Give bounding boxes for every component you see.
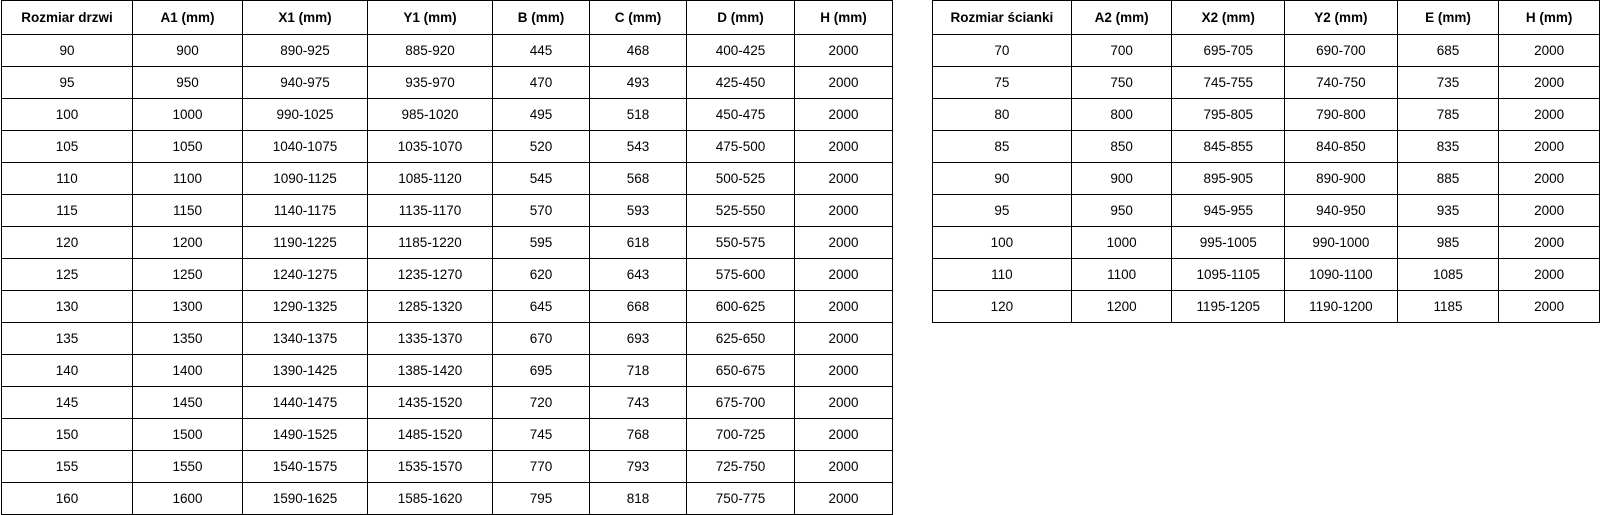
table-row — [933, 195, 1600, 227]
doors-cell: 120 — [2, 227, 133, 259]
doors-cell: 468 — [590, 35, 687, 67]
doors-cell: 1335-1370 — [368, 323, 493, 355]
doors-cell: 1490-1525 — [243, 419, 368, 451]
walls-cell: 745-755 — [1172, 67, 1285, 99]
doors-cell: 1190-1225 — [243, 227, 368, 259]
doors-cell: 2000 — [795, 323, 893, 355]
doors-cell: 1290-1325 — [243, 291, 368, 323]
doors-cell: 1440-1475 — [243, 387, 368, 419]
doors-cell: 618 — [590, 227, 687, 259]
walls-cell: 2000 — [1499, 163, 1600, 195]
doors-cell: 1200 — [133, 227, 243, 259]
walls-cell: 1000 — [1071, 227, 1172, 259]
walls-cell: 800 — [1071, 99, 1172, 131]
table-row — [2, 419, 893, 451]
doors-cell: 568 — [590, 163, 687, 195]
doors-cell: 2000 — [795, 483, 893, 515]
doors-cell: 1585-1620 — [368, 483, 493, 515]
doors-cell: 793 — [590, 451, 687, 483]
table-row — [2, 99, 893, 131]
walls-cell: 100 — [933, 227, 1072, 259]
walls-cell: 2000 — [1499, 35, 1600, 67]
doors-cell: 130 — [2, 291, 133, 323]
walls-cell: 95 — [933, 195, 1072, 227]
doors-cell: 2000 — [795, 451, 893, 483]
table-row — [2, 355, 893, 387]
doors-cell: 885-920 — [368, 35, 493, 67]
doors-cell: 900 — [133, 35, 243, 67]
doors-cell: 595 — [493, 227, 590, 259]
doors-cell: 520 — [493, 131, 590, 163]
doors-cell: 575-600 — [687, 259, 795, 291]
doors-cell: 693 — [590, 323, 687, 355]
doors-column-header: H (mm) — [795, 1, 893, 35]
table-row — [933, 35, 1600, 67]
walls-cell: 950 — [1071, 195, 1172, 227]
doors-cell: 2000 — [795, 67, 893, 99]
walls-cell: 845-855 — [1172, 131, 1285, 163]
walls-cell: 735 — [1397, 67, 1499, 99]
table-row — [933, 227, 1600, 259]
walls-cell: 2000 — [1499, 131, 1600, 163]
walls-cell: 945-955 — [1172, 195, 1285, 227]
doors-cell: 695 — [493, 355, 590, 387]
doors-cell: 1240-1275 — [243, 259, 368, 291]
doors-cell: 2000 — [795, 291, 893, 323]
walls-cell: 110 — [933, 259, 1072, 291]
table-header-row — [2, 1, 893, 35]
walls-table-container — [932, 0, 1600, 323]
doors-column-header: Rozmiar drzwi — [2, 1, 133, 35]
doors-cell: 670 — [493, 323, 590, 355]
doors-cell: 795 — [493, 483, 590, 515]
walls-cell: 1085 — [1397, 259, 1499, 291]
doors-cell: 445 — [493, 35, 590, 67]
doors-cell: 2000 — [795, 419, 893, 451]
doors-cell: 1150 — [133, 195, 243, 227]
doors-cell: 1390-1425 — [243, 355, 368, 387]
doors-cell: 1140-1175 — [243, 195, 368, 227]
doors-cell: 750-775 — [687, 483, 795, 515]
doors-cell: 625-650 — [687, 323, 795, 355]
doors-cell: 645 — [493, 291, 590, 323]
walls-table-header — [933, 1, 1600, 35]
doors-cell: 110 — [2, 163, 133, 195]
walls-cell: 785 — [1397, 99, 1499, 131]
walls-cell: 2000 — [1499, 99, 1600, 131]
doors-cell: 990-1025 — [243, 99, 368, 131]
walls-cell: 790-800 — [1285, 99, 1398, 131]
doors-cell: 2000 — [795, 227, 893, 259]
doors-cell: 668 — [590, 291, 687, 323]
doors-cell: 570 — [493, 195, 590, 227]
doors-cell: 140 — [2, 355, 133, 387]
table-row — [933, 259, 1600, 291]
doors-cell: 425-450 — [687, 67, 795, 99]
doors-cell: 543 — [590, 131, 687, 163]
walls-cell: 885 — [1397, 163, 1499, 195]
doors-cell: 1035-1070 — [368, 131, 493, 163]
doors-cell: 1450 — [133, 387, 243, 419]
walls-cell: 90 — [933, 163, 1072, 195]
doors-cell: 135 — [2, 323, 133, 355]
walls-cell: 80 — [933, 99, 1072, 131]
doors-cell: 145 — [2, 387, 133, 419]
doors-cell: 1500 — [133, 419, 243, 451]
walls-cell: 1185 — [1397, 291, 1499, 323]
doors-cell: 985-1020 — [368, 99, 493, 131]
doors-cell: 1050 — [133, 131, 243, 163]
walls-cell: 750 — [1071, 67, 1172, 99]
walls-cell: 2000 — [1499, 227, 1600, 259]
doors-cell: 1040-1075 — [243, 131, 368, 163]
table-row — [2, 259, 893, 291]
doors-cell: 150 — [2, 419, 133, 451]
table-row — [933, 163, 1600, 195]
walls-cell: 895-905 — [1172, 163, 1285, 195]
doors-cell: 470 — [493, 67, 590, 99]
doors-cell: 2000 — [795, 387, 893, 419]
doors-cell: 90 — [2, 35, 133, 67]
walls-cell: 795-805 — [1172, 99, 1285, 131]
doors-cell: 600-625 — [687, 291, 795, 323]
doors-cell: 1285-1320 — [368, 291, 493, 323]
table-row — [933, 291, 1600, 323]
doors-cell: 1300 — [133, 291, 243, 323]
doors-cell: 125 — [2, 259, 133, 291]
doors-cell: 155 — [2, 451, 133, 483]
walls-cell: 935 — [1397, 195, 1499, 227]
doors-cell: 1250 — [133, 259, 243, 291]
walls-cell: 850 — [1071, 131, 1172, 163]
table-row — [2, 67, 893, 99]
walls-column-header: X2 (mm) — [1172, 1, 1285, 35]
doors-cell: 95 — [2, 67, 133, 99]
doors-cell: 2000 — [795, 163, 893, 195]
doors-cell: 518 — [590, 99, 687, 131]
doors-cell: 495 — [493, 99, 590, 131]
walls-cell: 2000 — [1499, 259, 1600, 291]
doors-cell: 545 — [493, 163, 590, 195]
doors-cell: 1385-1420 — [368, 355, 493, 387]
doors-column-header: Y1 (mm) — [368, 1, 493, 35]
doors-cell: 475-500 — [687, 131, 795, 163]
doors-cell: 650-675 — [687, 355, 795, 387]
walls-column-header: A2 (mm) — [1071, 1, 1172, 35]
table-row — [2, 227, 893, 259]
doors-cell: 700-725 — [687, 419, 795, 451]
walls-cell: 840-850 — [1285, 131, 1398, 163]
doors-cell: 2000 — [795, 355, 893, 387]
doors-cell: 400-425 — [687, 35, 795, 67]
doors-cell: 890-925 — [243, 35, 368, 67]
doors-cell: 1090-1125 — [243, 163, 368, 195]
walls-cell: 75 — [933, 67, 1072, 99]
walls-cell: 2000 — [1499, 291, 1600, 323]
doors-cell: 1135-1170 — [368, 195, 493, 227]
doors-cell: 768 — [590, 419, 687, 451]
walls-cell: 685 — [1397, 35, 1499, 67]
walls-cell: 940-950 — [1285, 195, 1398, 227]
walls-column-header: Y2 (mm) — [1285, 1, 1398, 35]
walls-cell: 1095-1105 — [1172, 259, 1285, 291]
doors-cell: 675-700 — [687, 387, 795, 419]
doors-cell: 1435-1520 — [368, 387, 493, 419]
doors-cell: 2000 — [795, 35, 893, 67]
table-row — [2, 387, 893, 419]
doors-column-header: D (mm) — [687, 1, 795, 35]
table-row — [933, 67, 1600, 99]
doors-cell: 818 — [590, 483, 687, 515]
doors-cell: 935-970 — [368, 67, 493, 99]
doors-cell: 1535-1570 — [368, 451, 493, 483]
walls-cell: 890-900 — [1285, 163, 1398, 195]
walls-cell: 985 — [1397, 227, 1499, 259]
doors-cell: 1185-1220 — [368, 227, 493, 259]
doors-cell: 1400 — [133, 355, 243, 387]
doors-cell: 525-550 — [687, 195, 795, 227]
walls-cell: 835 — [1397, 131, 1499, 163]
table-row — [933, 99, 1600, 131]
walls-cell: 2000 — [1499, 195, 1600, 227]
table-row — [2, 323, 893, 355]
doors-cell: 1100 — [133, 163, 243, 195]
walls-cell: 1090-1100 — [1285, 259, 1398, 291]
table-row — [2, 291, 893, 323]
doors-cell: 1000 — [133, 99, 243, 131]
doors-cell: 770 — [493, 451, 590, 483]
doors-cell: 718 — [590, 355, 687, 387]
table-row — [2, 163, 893, 195]
walls-cell: 740-750 — [1285, 67, 1398, 99]
doors-cell: 1085-1120 — [368, 163, 493, 195]
walls-cell: 1195-1205 — [1172, 291, 1285, 323]
doors-table-body — [2, 35, 893, 515]
walls-cell: 70 — [933, 35, 1072, 67]
walls-cell: 900 — [1071, 163, 1172, 195]
doors-table-header — [2, 1, 893, 35]
doors-cell: 550-575 — [687, 227, 795, 259]
doors-cell: 1235-1270 — [368, 259, 493, 291]
walls-cell: 1100 — [1071, 259, 1172, 291]
doors-cell: 493 — [590, 67, 687, 99]
doors-cell: 2000 — [795, 259, 893, 291]
table-row — [933, 131, 1600, 163]
doors-column-header: X1 (mm) — [243, 1, 368, 35]
table-row — [2, 131, 893, 163]
doors-cell: 1350 — [133, 323, 243, 355]
table-row — [2, 35, 893, 67]
walls-cell: 1200 — [1071, 291, 1172, 323]
table-row — [2, 451, 893, 483]
walls-cell: 1190-1200 — [1285, 291, 1398, 323]
walls-column-header: Rozmiar ścianki — [933, 1, 1072, 35]
walls-column-header: E (mm) — [1397, 1, 1499, 35]
doors-cell: 620 — [493, 259, 590, 291]
doors-cell: 1550 — [133, 451, 243, 483]
doors-cell: 115 — [2, 195, 133, 227]
walls-cell: 695-705 — [1172, 35, 1285, 67]
doors-cell: 2000 — [795, 131, 893, 163]
doors-cell: 745 — [493, 419, 590, 451]
doors-cell: 950 — [133, 67, 243, 99]
doors-table-container — [1, 0, 893, 515]
doors-cell: 1540-1575 — [243, 451, 368, 483]
walls-table-body — [933, 35, 1600, 323]
doors-cell: 940-975 — [243, 67, 368, 99]
doors-dimensions-table — [1, 0, 893, 515]
table-row — [2, 483, 893, 515]
walls-dimensions-table — [932, 0, 1600, 323]
walls-cell: 120 — [933, 291, 1072, 323]
walls-cell: 690-700 — [1285, 35, 1398, 67]
walls-column-header: H (mm) — [1499, 1, 1600, 35]
walls-cell: 995-1005 — [1172, 227, 1285, 259]
doors-cell: 1340-1375 — [243, 323, 368, 355]
doors-cell: 2000 — [795, 99, 893, 131]
walls-cell: 2000 — [1499, 67, 1600, 99]
doors-cell: 743 — [590, 387, 687, 419]
doors-cell: 500-525 — [687, 163, 795, 195]
table-header-row — [933, 1, 1600, 35]
doors-column-header: B (mm) — [493, 1, 590, 35]
doors-column-header: A1 (mm) — [133, 1, 243, 35]
doors-cell: 160 — [2, 483, 133, 515]
doors-cell: 725-750 — [687, 451, 795, 483]
table-row — [2, 195, 893, 227]
doors-cell: 2000 — [795, 195, 893, 227]
walls-cell: 990-1000 — [1285, 227, 1398, 259]
doors-cell: 100 — [2, 99, 133, 131]
doors-cell: 643 — [590, 259, 687, 291]
doors-cell: 593 — [590, 195, 687, 227]
doors-cell: 450-475 — [687, 99, 795, 131]
doors-cell: 1600 — [133, 483, 243, 515]
doors-cell: 720 — [493, 387, 590, 419]
doors-cell: 105 — [2, 131, 133, 163]
walls-cell: 700 — [1071, 35, 1172, 67]
doors-cell: 1485-1520 — [368, 419, 493, 451]
doors-column-header: C (mm) — [590, 1, 687, 35]
doors-cell: 1590-1625 — [243, 483, 368, 515]
walls-cell: 85 — [933, 131, 1072, 163]
